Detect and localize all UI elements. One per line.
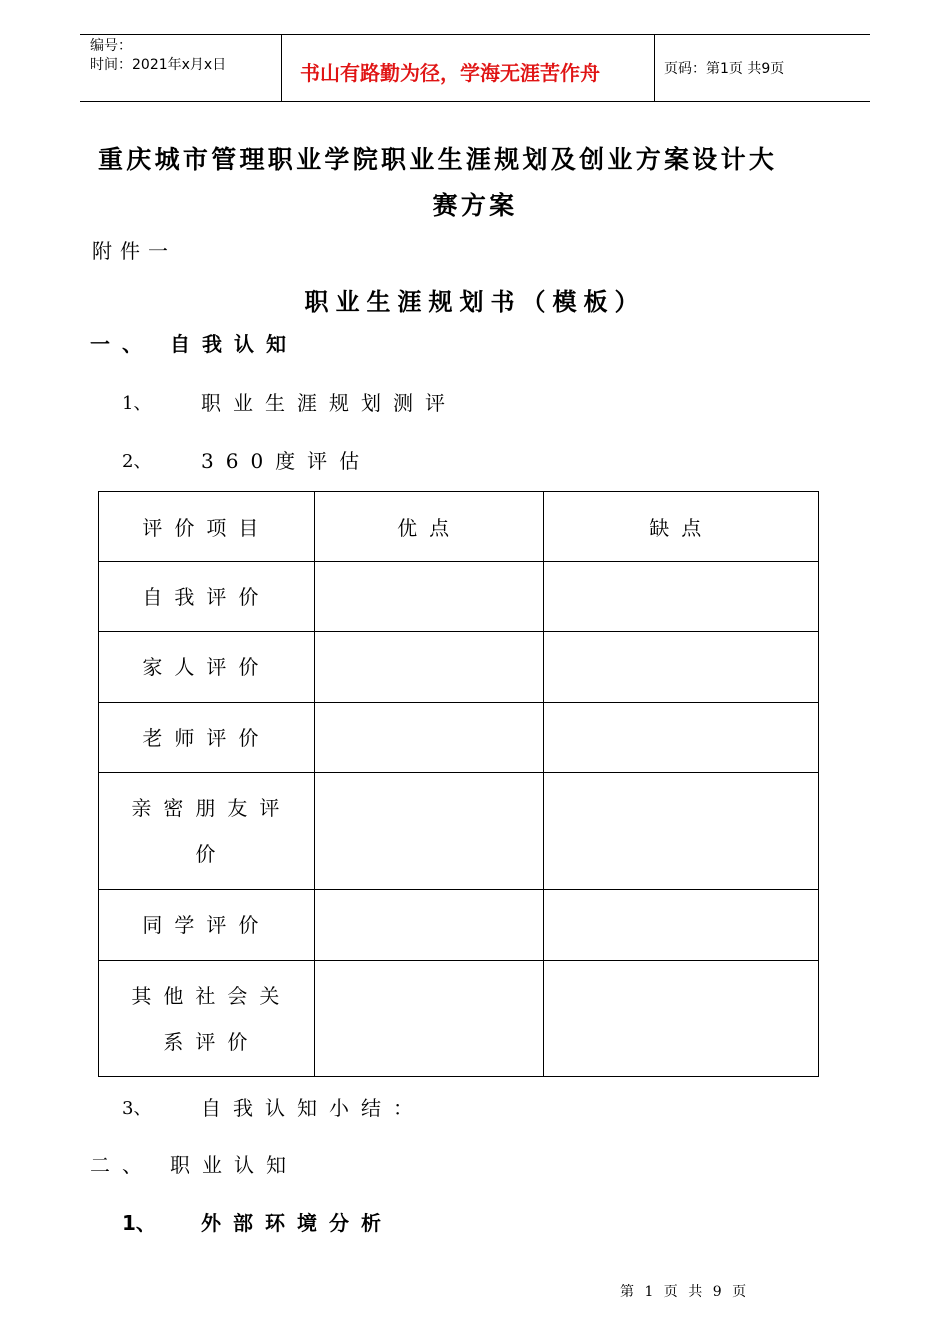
row-label bbox=[99, 961, 315, 1077]
table-row bbox=[99, 562, 819, 632]
table-row bbox=[99, 773, 819, 890]
header-motto: 书山有路勤为径，学海无涯苦作舟 bbox=[300, 61, 600, 85]
row-label: 同学评价 bbox=[99, 890, 315, 961]
summary-text: 自我认知小结： bbox=[201, 1096, 425, 1120]
row-label-text: 亲密朋友评价 bbox=[131, 796, 292, 866]
header-divider-right bbox=[654, 35, 655, 102]
row-label: 家人评价 bbox=[99, 632, 315, 703]
section2-number: 二、 bbox=[90, 1153, 154, 1177]
item1-text: 职业生涯规划测评 bbox=[201, 391, 457, 415]
evaluation-table bbox=[98, 491, 819, 1077]
header-weaknesses: 缺点 bbox=[544, 492, 819, 562]
table-row bbox=[99, 890, 819, 961]
doc-time-label: 时间：2021年x月x日 bbox=[90, 57, 227, 73]
strengths-cell bbox=[314, 961, 544, 1077]
page-footer: 第 1 页 共 9 页 bbox=[620, 1284, 750, 1300]
section2-item1-number: 1、 bbox=[122, 1211, 156, 1235]
item1-number: 1、 bbox=[122, 393, 152, 414]
strengths-cell bbox=[314, 890, 544, 961]
section2-item1-text: 外部环境分析 bbox=[201, 1211, 393, 1235]
weaknesses-cell bbox=[544, 773, 819, 890]
weaknesses-cell bbox=[544, 890, 819, 961]
header-top-rule bbox=[80, 34, 870, 35]
strengths-cell bbox=[314, 562, 544, 632]
weaknesses-cell bbox=[544, 632, 819, 703]
strengths-cell bbox=[314, 773, 544, 890]
row-label: 老师评价 bbox=[99, 703, 315, 773]
strengths-cell bbox=[314, 703, 544, 773]
row-label bbox=[99, 773, 315, 890]
row-label: 自我评价 bbox=[99, 562, 315, 632]
template-subtitle: 职业生涯规划书（模板） bbox=[304, 288, 646, 316]
section1-number: 一、 bbox=[90, 332, 154, 356]
header-divider-left bbox=[281, 35, 282, 102]
header-strengths: 优点 bbox=[314, 492, 544, 562]
weaknesses-cell bbox=[544, 703, 819, 773]
item2-number: 2、 bbox=[122, 451, 152, 472]
header-eval-item: 评价项目 bbox=[99, 492, 315, 562]
row-label-text: 其他社会关系评价 bbox=[131, 983, 292, 1054]
doc-number-label: 编号： bbox=[90, 38, 132, 54]
table-header-row bbox=[99, 492, 819, 562]
table-row bbox=[99, 632, 819, 703]
table-row bbox=[99, 961, 819, 1077]
section1-heading: 自我认知 bbox=[170, 332, 298, 356]
document-title-line2: 赛方案 bbox=[432, 191, 518, 220]
header-page-info: 页码：第1页 共9页 bbox=[664, 61, 785, 77]
attachment-label: 附件一 bbox=[92, 239, 176, 263]
header-bottom-rule bbox=[80, 101, 870, 102]
weaknesses-cell bbox=[544, 562, 819, 632]
summary-number: 3、 bbox=[122, 1098, 152, 1119]
strengths-cell bbox=[314, 632, 544, 703]
table-row bbox=[99, 703, 819, 773]
item2-text: 360度评估 bbox=[201, 449, 372, 473]
weaknesses-cell bbox=[544, 961, 819, 1077]
section2-heading: 职业认知 bbox=[170, 1153, 298, 1177]
document-title-line1: 重庆城市管理职业学院职业生涯规划及创业方案设计大 bbox=[98, 145, 778, 174]
